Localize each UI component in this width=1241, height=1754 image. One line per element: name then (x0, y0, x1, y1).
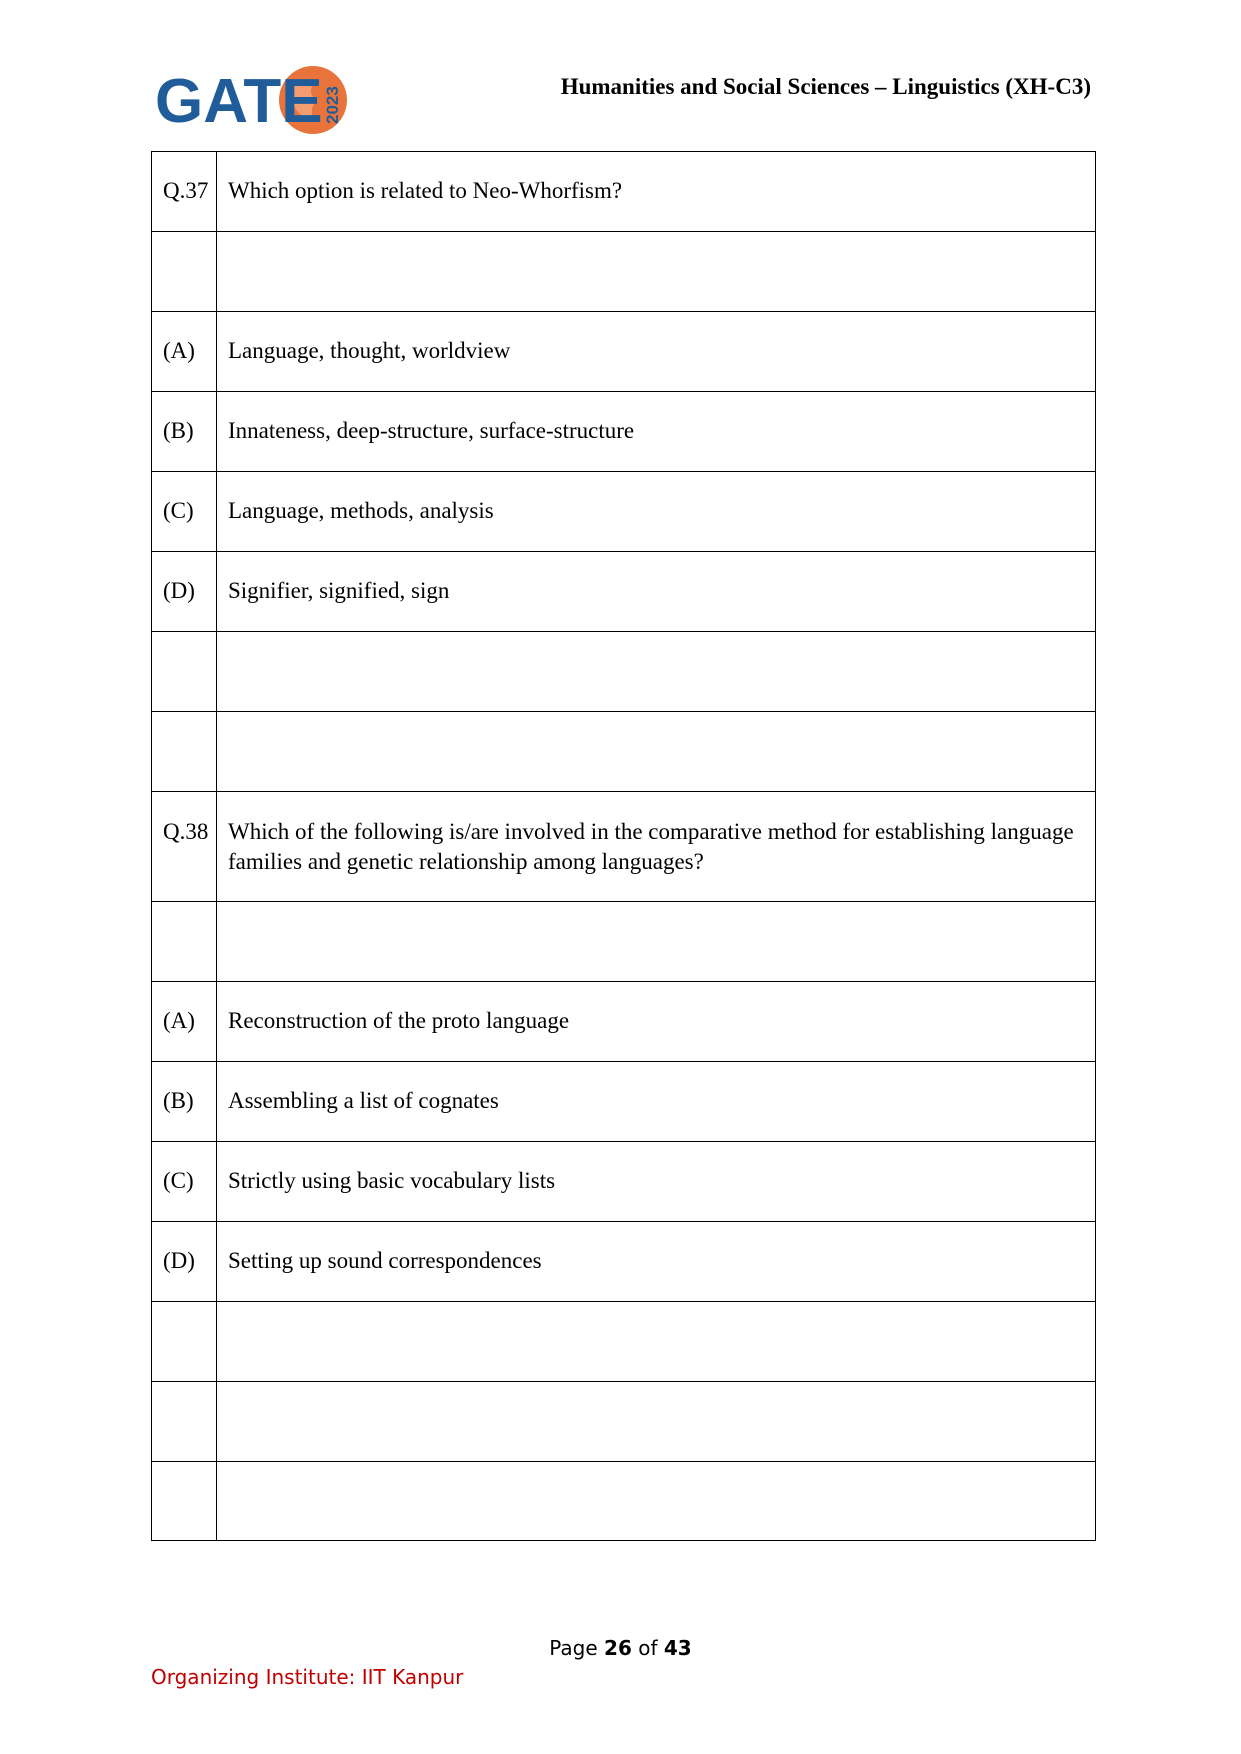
option-text: Assembling a list of cognates (217, 1062, 1096, 1142)
question-number: Q.37 (152, 152, 217, 232)
gate-2023-logo (155, 62, 365, 142)
option-text: Innateness, deep-structure, surface-structure (217, 392, 1096, 472)
logo-year: 2023 (323, 86, 342, 124)
option-label: (A) (152, 982, 217, 1062)
option-row (152, 392, 1096, 472)
option-row (152, 472, 1096, 552)
blank-row (152, 232, 1096, 312)
blank-row (152, 1302, 1096, 1382)
page-of: of (638, 1636, 658, 1660)
blank-row (152, 712, 1096, 792)
page-current: 26 (604, 1636, 632, 1660)
option-label: (D) (152, 1222, 217, 1302)
option-text: Language, thought, worldview (217, 312, 1096, 392)
option-label: (D) (152, 552, 217, 632)
option-label: (C) (152, 1142, 217, 1222)
question-row (152, 792, 1096, 902)
option-label: (B) (152, 1062, 217, 1142)
option-row (152, 982, 1096, 1062)
option-text: Reconstruction of the proto language (217, 982, 1096, 1062)
option-row (152, 552, 1096, 632)
question-text: Which option is related to Neo-Whorfism? (217, 152, 1096, 232)
question-text: Which of the following is/are involved in the comparative method for establishing language families and genetic relationship among languages? (217, 792, 1096, 902)
option-label: (C) (152, 472, 217, 552)
option-row (152, 1222, 1096, 1302)
blank-row (152, 632, 1096, 712)
question-table (151, 151, 1096, 1541)
blank-row (152, 902, 1096, 982)
organizing-institute: Organizing Institute: IIT Kanpur (151, 1665, 464, 1689)
option-row (152, 312, 1096, 392)
logo-text: GATE (155, 67, 323, 136)
page-total: 43 (663, 1636, 692, 1660)
question-row (152, 152, 1096, 232)
option-text: Setting up sound correspondences (217, 1222, 1096, 1302)
page-prefix: Page (549, 1636, 598, 1660)
option-text: Language, methods, analysis (217, 472, 1096, 552)
option-row (152, 1142, 1096, 1222)
blank-row (152, 1382, 1096, 1462)
question-number: Q.38 (152, 792, 217, 902)
option-row (152, 1062, 1096, 1142)
blank-row (152, 1462, 1096, 1541)
page-number (0, 1636, 1241, 1660)
header-title: Humanities and Social Sciences – Linguistics (XH-C3) (560, 74, 1091, 99)
option-label: (B) (152, 392, 217, 472)
option-label: (A) (152, 312, 217, 392)
option-text: Strictly using basic vocabulary lists (217, 1142, 1096, 1222)
option-text: Signifier, signified, sign (217, 552, 1096, 632)
